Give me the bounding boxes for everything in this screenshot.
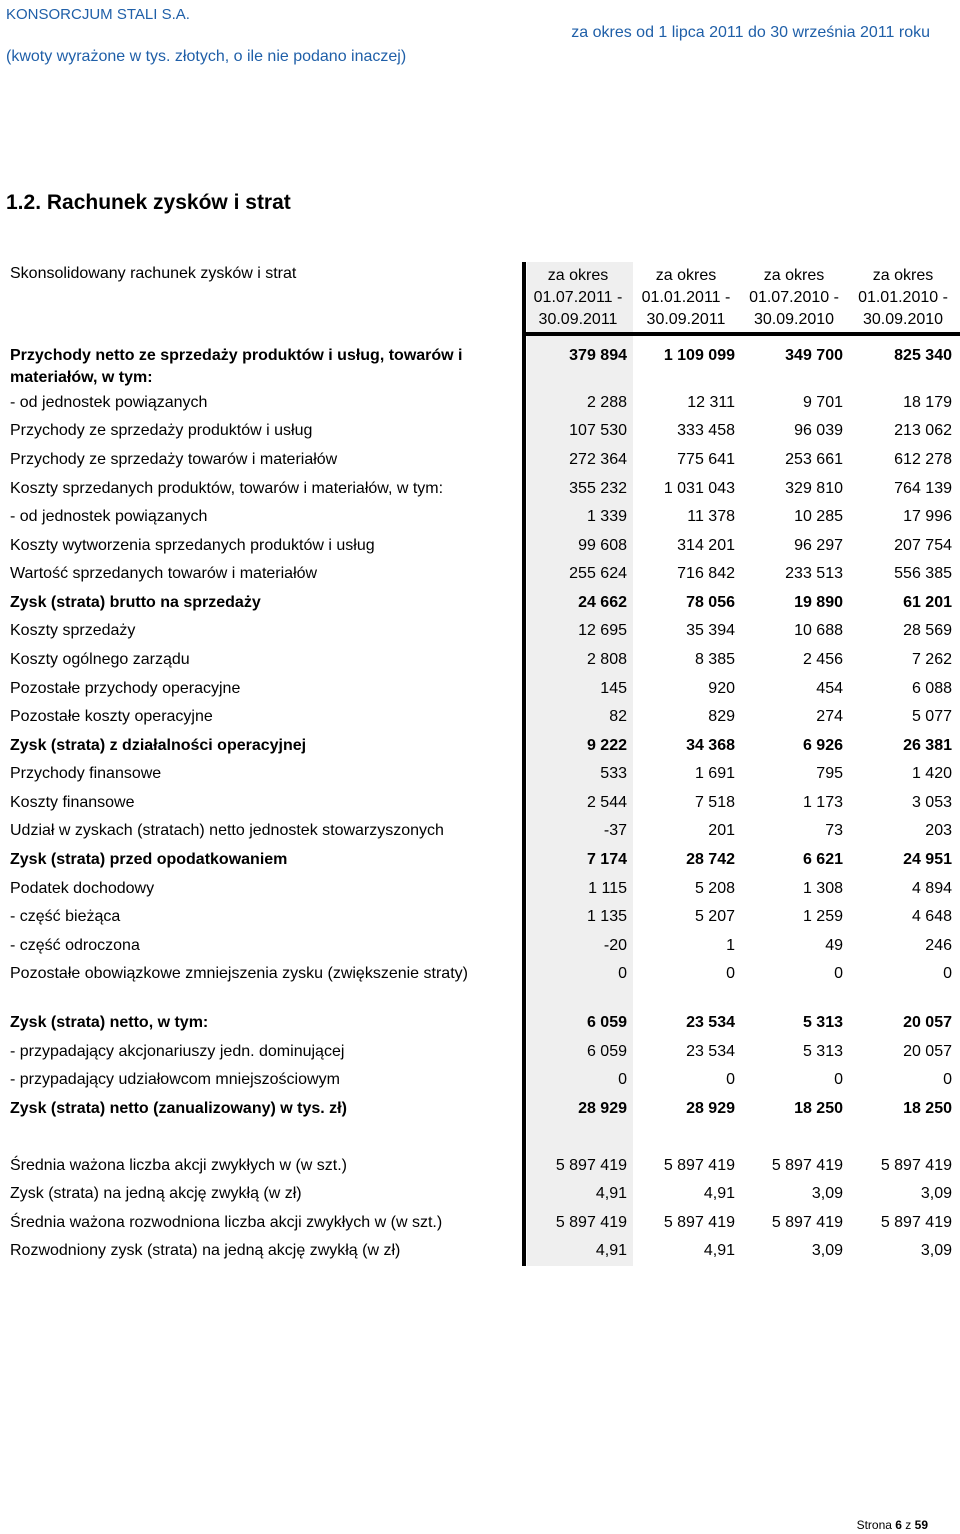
row-value: 10 285 <box>794 508 843 525</box>
row-label: - przypadający akcjonariuszy jedn. dominującej <box>10 1043 345 1060</box>
table-row <box>0 963 960 991</box>
row-label: Rozwodniony zysk (strata) na jedną akcję zwykłą (w zł) <box>10 1242 401 1259</box>
row-label: Przychody ze sprzedaży towarów i materiałów <box>10 451 338 468</box>
row-value: 24 951 <box>903 851 952 868</box>
row-value: 0 <box>834 965 843 982</box>
row-value: 28 929 <box>578 1100 627 1117</box>
row-value: 2 456 <box>802 651 843 668</box>
column-header-line: 01.01.2011 - <box>641 289 731 306</box>
row-value: 0 <box>943 1071 952 1088</box>
row-label: - część odroczona <box>10 937 140 954</box>
row-value: 4 648 <box>911 908 952 925</box>
table-row <box>0 706 960 734</box>
row-value: 1 109 099 <box>663 347 735 364</box>
table-row <box>0 449 960 477</box>
column-header-line: 30.09.2011 <box>646 311 726 328</box>
row-value: 5 313 <box>802 1014 843 1031</box>
row-value: 5 207 <box>694 908 735 925</box>
row-value: 24 662 <box>578 594 627 611</box>
row-value: 7 518 <box>694 794 735 811</box>
table-row <box>0 345 960 386</box>
row-value: 96 297 <box>794 537 843 554</box>
row-value: 5 313 <box>802 1043 843 1060</box>
row-value: 1 <box>726 937 735 954</box>
row-value: 314 201 <box>677 537 735 554</box>
row-value: 0 <box>618 1071 627 1088</box>
table-row <box>0 820 960 848</box>
table-row <box>0 649 960 677</box>
table-row <box>0 535 960 563</box>
row-value: 5 077 <box>911 708 952 725</box>
table-row <box>0 592 960 620</box>
table-row <box>0 763 960 791</box>
row-value: -20 <box>603 937 627 954</box>
row-value: 272 364 <box>569 451 627 468</box>
table-row <box>0 1212 960 1240</box>
row-value: 379 894 <box>569 347 627 364</box>
row-value: 1 031 043 <box>663 480 735 497</box>
table-row <box>0 420 960 448</box>
row-value: 2 288 <box>586 394 627 411</box>
row-label: Średnia ważona rozwodniona liczba akcji zwykłych w (w szt.) <box>10 1214 443 1231</box>
row-value: 5 897 419 <box>771 1157 843 1174</box>
footer-page: 6 <box>895 1518 902 1532</box>
row-label: Średnia ważona liczba akcji zwykłych w (w szt.) <box>10 1157 347 1174</box>
row-value: 920 <box>708 680 735 697</box>
table-row <box>0 935 960 963</box>
row-label: Zysk (strata) brutto na sprzedaży <box>10 594 261 611</box>
row-label: Zysk (strata) z działalności operacyjnej <box>10 737 307 754</box>
row-value: 253 661 <box>785 451 843 468</box>
table-row <box>0 1098 960 1126</box>
row-value: 17 996 <box>903 508 952 525</box>
row-value: 825 340 <box>894 347 952 364</box>
table-label: Skonsolidowany rachunek zysków i strat <box>10 265 297 282</box>
row-value: 49 <box>825 937 843 954</box>
row-label: Przychody ze sprzedaży produktów i usług <box>10 422 313 439</box>
column-header-line: za okres <box>655 267 717 284</box>
row-value: 1 115 <box>588 880 627 897</box>
row-value: 5 897 419 <box>880 1157 952 1174</box>
column-header <box>524 265 632 331</box>
row-label: - od jednostek powiązanych <box>10 394 208 411</box>
row-value: 20 057 <box>903 1014 952 1031</box>
table-row <box>0 849 960 877</box>
row-value: 11 378 <box>687 508 735 525</box>
row-value: 0 <box>726 1071 735 1088</box>
row-label: Zysk (strata) netto (zanualizowany) w tys. zł) <box>10 1100 347 1117</box>
row-label: Pozostałe koszty operacyjne <box>10 708 213 725</box>
row-value: 5 897 419 <box>663 1157 735 1174</box>
row-value: 20 057 <box>903 1043 952 1060</box>
row-value: 1 420 <box>911 765 952 782</box>
row-label: Pozostałe przychody operacyjne <box>10 680 241 697</box>
row-value: 6 926 <box>802 737 843 754</box>
table-row <box>0 678 960 706</box>
row-value: 35 394 <box>686 622 735 639</box>
table-row <box>0 392 960 420</box>
row-label: Przychody finansowe <box>10 765 162 782</box>
row-value: 454 <box>816 680 843 697</box>
row-value: 246 <box>925 937 952 954</box>
row-value: 4,91 <box>595 1185 627 1202</box>
row-value: 4,91 <box>703 1185 735 1202</box>
row-value: 1 173 <box>802 794 843 811</box>
row-value: 764 139 <box>894 480 952 497</box>
table-row <box>0 1155 960 1183</box>
row-value: 6 059 <box>586 1014 627 1031</box>
column-header-line: 30.09.2011 <box>538 311 618 328</box>
footer-mid: z <box>905 1518 912 1532</box>
row-label: Zysk (strata) przed opodatkowaniem <box>10 851 288 868</box>
table-row <box>0 620 960 648</box>
row-value: 18 250 <box>794 1100 843 1117</box>
row-value: 0 <box>943 965 952 982</box>
units-note: (kwoty wyrażone w tys. złotych, o ile nie podano inaczej) <box>6 48 407 65</box>
row-value: 3 053 <box>911 794 952 811</box>
column-header <box>849 265 957 331</box>
row-value: 5 208 <box>694 880 735 897</box>
footer-prefix: Strona <box>856 1518 892 1532</box>
row-value: 12 311 <box>687 394 735 411</box>
row-label: Koszty wytworzenia sprzedanych produktów i usług <box>10 537 375 554</box>
row-value: 82 <box>609 708 627 725</box>
table-row <box>0 1069 960 1097</box>
table-row <box>0 563 960 591</box>
row-value: 5 897 419 <box>880 1214 952 1231</box>
row-value: 1 691 <box>694 765 735 782</box>
row-value: 3,09 <box>920 1242 952 1259</box>
row-value: 1 339 <box>586 508 627 525</box>
table-row <box>0 478 960 506</box>
row-value: 61 201 <box>903 594 952 611</box>
row-value: 255 624 <box>569 565 627 582</box>
row-value: 28 569 <box>903 622 952 639</box>
row-value: 533 <box>600 765 627 782</box>
row-value: 19 890 <box>794 594 843 611</box>
row-value: 7 262 <box>911 651 952 668</box>
row-value: 612 278 <box>894 451 952 468</box>
row-value: 1 259 <box>802 908 843 925</box>
column-header-line: za okres <box>547 267 609 284</box>
row-value: 6 088 <box>911 680 952 697</box>
row-value: 355 232 <box>569 480 627 497</box>
footer-total: 59 <box>914 1518 928 1532</box>
row-value: 23 534 <box>686 1014 735 1031</box>
page-footer <box>857 1518 928 1532</box>
table-row <box>0 1183 960 1211</box>
row-value: 9 701 <box>802 394 843 411</box>
row-value: 3,09 <box>920 1185 952 1202</box>
column-header-line: 01.07.2011 - <box>533 289 623 306</box>
table-row <box>0 506 960 534</box>
row-value: 349 700 <box>785 347 843 364</box>
row-value: 4 894 <box>911 880 952 897</box>
row-value: 716 842 <box>677 565 735 582</box>
column-header-line: 01.07.2010 - <box>749 289 839 306</box>
row-value: 8 385 <box>694 651 735 668</box>
column-header-line: 30.09.2010 <box>753 311 835 328</box>
row-label: Koszty sprzedaży <box>10 622 136 639</box>
table-row <box>0 878 960 906</box>
report-period: za okres od 1 lipca 2011 do 30 września 2011 roku <box>571 24 930 41</box>
row-value: 556 385 <box>894 565 952 582</box>
row-value: 1 135 <box>586 908 627 925</box>
row-value: 26 381 <box>903 737 952 754</box>
row-value: 3,09 <box>811 1185 843 1202</box>
row-value: 4,91 <box>595 1242 627 1259</box>
row-value: 207 754 <box>894 537 952 554</box>
row-label: Koszty ogólnego zarządu <box>10 651 190 668</box>
column-header-line: 30.09.2010 <box>862 311 944 328</box>
row-label: Udział w zyskach (stratach) netto jednostek stowarzyszonych <box>10 822 444 839</box>
row-label: - od jednostek powiązanych <box>10 508 208 525</box>
row-value: 1 308 <box>802 880 843 897</box>
column-header-line: za okres <box>872 267 934 284</box>
row-value: 0 <box>618 965 627 982</box>
column-header-line: 01.01.2010 - <box>858 289 948 306</box>
row-value: 5 897 419 <box>663 1214 735 1231</box>
row-value: 78 056 <box>686 594 735 611</box>
row-value: 9 222 <box>586 737 627 754</box>
row-value: 5 897 419 <box>555 1214 627 1231</box>
row-value: 0 <box>834 1071 843 1088</box>
table-row <box>0 792 960 820</box>
row-value: 333 458 <box>677 422 735 439</box>
row-value: 34 368 <box>686 737 735 754</box>
column-header-line: za okres <box>763 267 825 284</box>
row-value: 6 621 <box>802 851 843 868</box>
row-value: 203 <box>925 822 952 839</box>
row-label: Przychody netto ze sprzedaży produktów i usług, towarów i materiałów, w tym: <box>10 347 463 386</box>
row-label: Zysk (strata) na jedną akcję zwykłą (w zł) <box>10 1185 302 1202</box>
row-value: 28 929 <box>686 1100 735 1117</box>
row-value: 233 513 <box>785 565 843 582</box>
table-row <box>0 906 960 934</box>
row-value: -37 <box>603 822 627 839</box>
row-value: 829 <box>708 708 735 725</box>
row-value: 3,09 <box>811 1242 843 1259</box>
row-value: 18 179 <box>903 394 952 411</box>
row-value: 201 <box>708 822 735 839</box>
row-value: 23 534 <box>686 1043 735 1060</box>
row-value: 73 <box>825 822 843 839</box>
row-value: 6 059 <box>586 1043 627 1060</box>
column-header <box>632 265 740 331</box>
table-row <box>0 1240 960 1268</box>
row-value: 7 174 <box>586 851 627 868</box>
row-value: 795 <box>816 765 843 782</box>
row-value: 2 808 <box>586 651 627 668</box>
section-title: 1.2. Rachunek zysków i strat <box>6 191 291 214</box>
row-value: 5 897 419 <box>771 1214 843 1231</box>
row-label: Koszty finansowe <box>10 794 135 811</box>
row-label: Podatek dochodowy <box>10 880 155 897</box>
row-value: 18 250 <box>903 1100 952 1117</box>
table-row <box>0 1041 960 1069</box>
row-value: 12 695 <box>578 622 627 639</box>
column-header <box>740 265 848 331</box>
row-value: 2 544 <box>586 794 627 811</box>
row-value: 99 608 <box>578 537 627 554</box>
row-value: 4,91 <box>703 1242 735 1259</box>
row-label: Wartość sprzedanych towarów i materiałów <box>10 565 318 582</box>
row-value: 213 062 <box>894 422 952 439</box>
row-value: 274 <box>816 708 843 725</box>
row-value: 775 641 <box>677 451 735 468</box>
row-value: 145 <box>600 680 627 697</box>
row-label: Pozostałe obowiązkowe zmniejszenia zysku (zwiększenie straty) <box>10 965 468 982</box>
row-value: 0 <box>726 965 735 982</box>
table-row <box>0 735 960 763</box>
table-row <box>0 1012 960 1040</box>
row-value: 329 810 <box>785 480 843 497</box>
row-value: 10 688 <box>794 622 843 639</box>
row-label: - część bieżąca <box>10 908 121 925</box>
row-label: Koszty sprzedanych produktów, towarów i materiałów, w tym: <box>10 480 444 497</box>
row-value: 5 897 419 <box>555 1157 627 1174</box>
row-value: 96 039 <box>794 422 843 439</box>
table-header-rule <box>522 332 960 336</box>
row-value: 107 530 <box>569 422 627 439</box>
row-value: 28 742 <box>686 851 735 868</box>
company-name: KONSORCJUM STALI S.A. <box>6 6 190 23</box>
row-label: Zysk (strata) netto, w tym: <box>10 1014 209 1031</box>
row-label: - przypadający udziałowcom mniejszościowym <box>10 1071 340 1088</box>
